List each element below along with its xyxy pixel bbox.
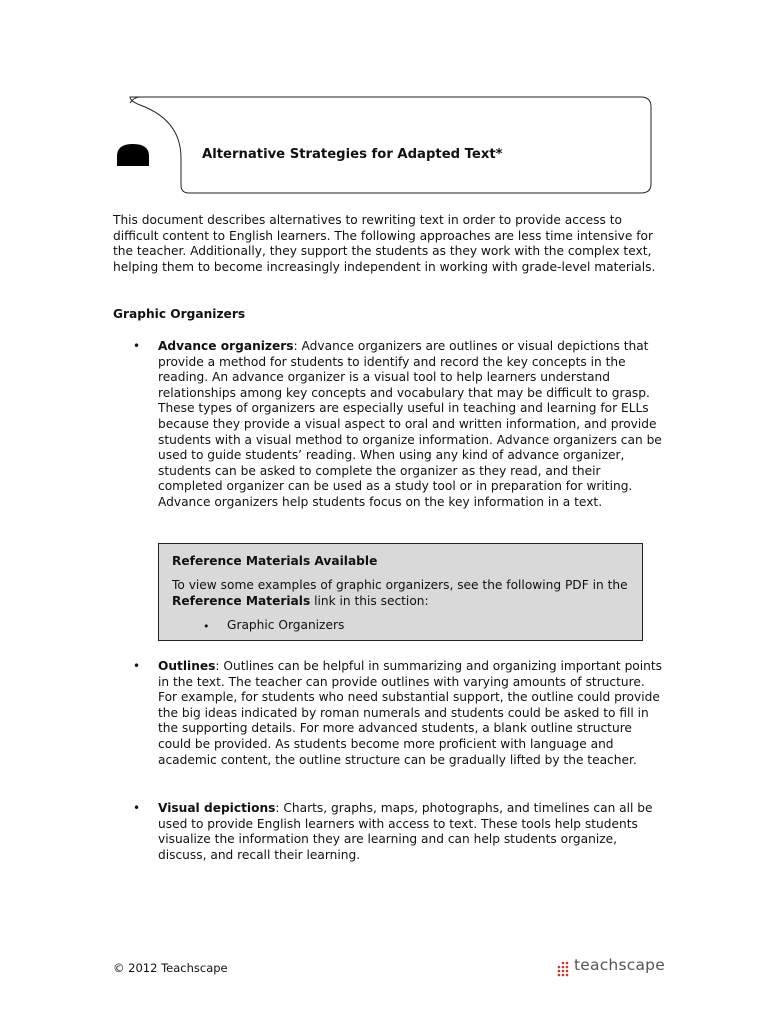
list-item-body: : Charts, graphs, maps, photographs, and timelines can all be used to provide English learners with access to text. These tools help students visualize the information they are learning and can help students organize, discuss, and recall their learning.: [158, 801, 653, 862]
bullet-icon: •: [133, 339, 141, 353]
list-item-body: : Advance organizers are outlines or visual depictions that provide a method for students to identify and record the key concepts in the reading. An advance organizer is a visual tool to help learners understand relationships among key concepts and vocabulary that may be difficult to grasp. These types of organizers are especially useful in teaching and learning for ELLs because they provide a visual aspect to oral and written information, and provide students with a visual method to organize information. Advance organizers can be used to guide students’ reading. When using any kind of advance organizer, students can be asked to complete the organizer as they read, and their completed organizer can be used as a study tool or in preparation for writing. Advance organizers help students focus on the key information in a text.: [158, 339, 662, 509]
header-box: [0, 0, 768, 200]
list-item-term: Visual depictions: [158, 801, 276, 815]
logo-dot: [566, 966, 569, 969]
footer-copyright: © 2012 Teachscape: [113, 961, 228, 975]
logo-dot: [558, 970, 561, 973]
reference-box-body-suffix: link in this section:: [310, 593, 429, 608]
logo-dot: [562, 974, 565, 977]
list-item-term: Advance organizers: [158, 339, 294, 353]
logo-dot: [558, 966, 561, 969]
header-frame: [0, 0, 768, 200]
reference-box-title: Reference Materials Available: [172, 554, 378, 568]
bullet-icon: •: [133, 659, 141, 673]
half-circle-icon: [117, 144, 149, 166]
list-item-text: [158, 659, 663, 768]
reference-materials-label: Reference Materials: [172, 593, 311, 608]
logo-dot: [562, 966, 565, 969]
reference-box-body: [172, 578, 632, 609]
logo-dot: [566, 974, 569, 977]
reference-box: [158, 543, 643, 641]
graphic-organizers-link[interactable]: Graphic Organizers: [227, 618, 345, 632]
bullet-icon: •: [133, 801, 141, 815]
logo-dot: [566, 962, 569, 965]
logo-dot: [566, 970, 569, 973]
list-item-term: Outlines: [158, 659, 216, 673]
logo-dot: [562, 970, 565, 973]
bullet-icon: •: [203, 620, 210, 633]
dot-grid-icon: [556, 961, 572, 979]
page-title: Alternative Strategies for Adapted Text*: [202, 147, 503, 162]
logo-text: teachscape: [574, 956, 665, 974]
list-item-body: : Outlines can be helpful in summarizing and organizing important points in the text. The teacher can provide outlines with varying amounts of structure. For example, for students who need substantial support, the outline could provide the big ideas indicated by roman numerals and students could be asked to fill in the supporting details. For more advanced students, a blank outline structure could be provided. As students become more proficient with language and academic content, the outline structure can be gradually lifted by the teacher.: [158, 659, 663, 767]
list-item-visual-depictions: [133, 801, 663, 871]
logo-dot: [562, 962, 565, 965]
list-item-outlines: [133, 659, 663, 789]
list-item-text: [158, 801, 663, 863]
reference-box-body-prefix: To view some examples of graphic organizers, see the following PDF in the: [172, 578, 628, 592]
list-item-text: [158, 339, 663, 511]
section-heading: Graphic Organizers: [113, 307, 246, 321]
logo-dot: [558, 974, 561, 977]
list-item-advance-organizers: [133, 339, 663, 529]
intro-paragraph: This document describes alternatives to rewriting text in order to provide access to difficult content to English learners. The following approaches are less time intensive for the teacher. Additionally, they support the students as they work with the complex text, helping them to become increasingly independent in working with grade-level materials.: [113, 213, 656, 274]
